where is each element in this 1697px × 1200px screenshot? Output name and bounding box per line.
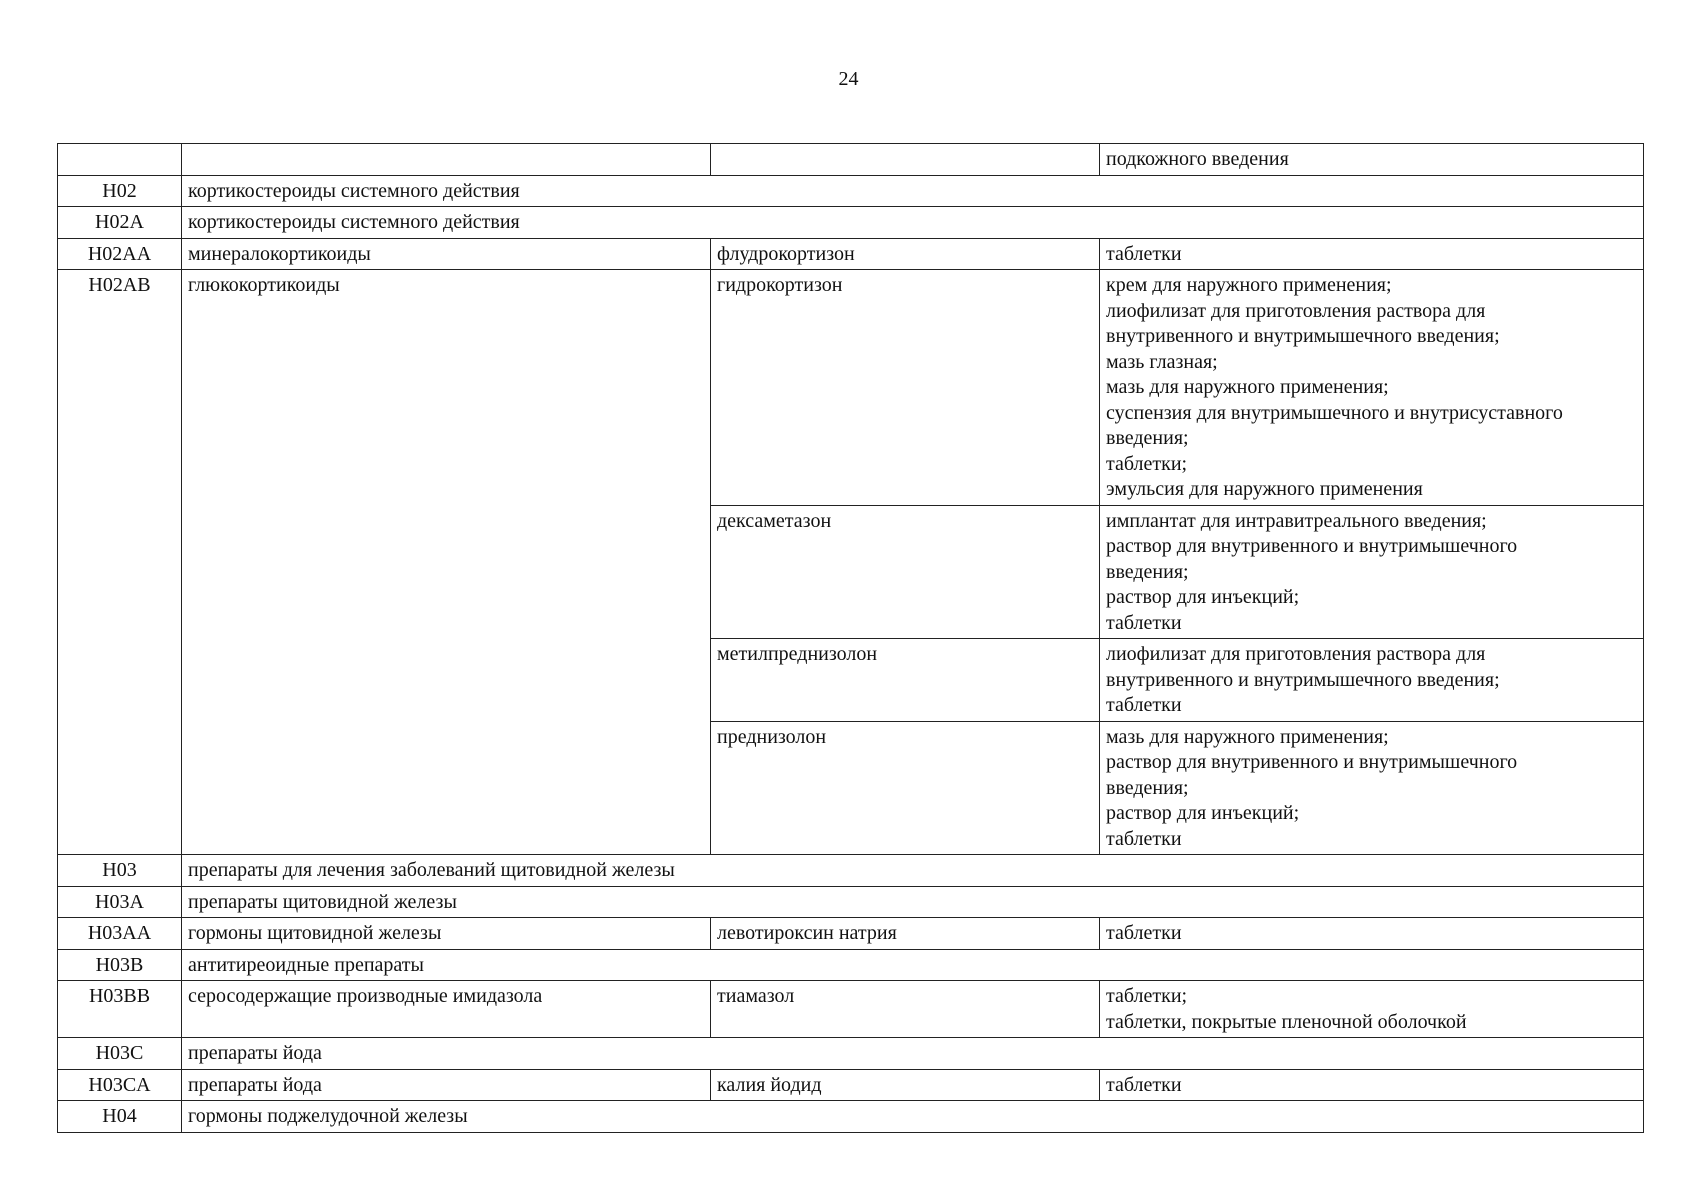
drug-cell xyxy=(711,144,1100,176)
table-row xyxy=(58,1038,1644,1070)
dosage-form-line: суспензия для внутримышечного и внутрисуставного xyxy=(1106,401,1563,424)
dosage-form-line: введения; xyxy=(1106,560,1189,583)
atc-code-cell: H02 xyxy=(58,175,182,207)
drug-cell: гидрокортизон xyxy=(711,270,1100,506)
drug-cell: тиамазол xyxy=(711,981,1100,1038)
dosage-form-line: таблетки xyxy=(1106,242,1182,265)
group-cell: антитиреоидные препараты xyxy=(182,949,1644,981)
dosage-form-line: таблетки, покрытые пленочной оболочкой xyxy=(1106,1010,1467,1033)
table-row xyxy=(58,981,1644,1038)
dosage-forms-cell xyxy=(1100,1069,1644,1101)
drug-cell: преднизолон xyxy=(711,721,1100,855)
table-row xyxy=(58,1101,1644,1133)
dosage-form-line: раствор для инъекций; xyxy=(1106,586,1300,608)
dosage-form-line: таблетки xyxy=(1106,1073,1182,1096)
table-row xyxy=(58,949,1644,981)
group-cell: гормоны щитовидной железы xyxy=(182,918,711,950)
group-cell: препараты йода xyxy=(182,1069,711,1101)
atc-code-cell: H03AA xyxy=(58,918,182,950)
page-number: 24 xyxy=(838,68,859,90)
dosage-form-line: эмульсия для наружного применения xyxy=(1106,478,1423,500)
drug-cell: левотироксин натрия xyxy=(711,918,1100,950)
atc-code-cell: H04 xyxy=(58,1101,182,1133)
atc-code-cell: H03A xyxy=(58,886,182,918)
dosage-form-line: раствор для внутривенного и внутримышечного xyxy=(1106,535,1518,557)
atc-code-cell: H03BB xyxy=(58,981,182,1038)
group-cell xyxy=(182,144,711,176)
atc-code-cell xyxy=(58,144,182,176)
drug-cell: флудрокортизон xyxy=(711,238,1100,270)
table-row xyxy=(58,855,1644,887)
dosage-forms-cell xyxy=(1100,505,1644,639)
dosage-form-line: лиофилизат для приготовления раствора для xyxy=(1106,299,1486,322)
dosage-form-line: внутривенного и внутримышечного введения; xyxy=(1106,668,1500,691)
dosage-form-line: мазь глазная; xyxy=(1106,350,1218,373)
dosage-form-line: раствор для внутривенного и внутримышечного xyxy=(1106,751,1518,773)
dosage-forms-cell xyxy=(1100,238,1644,270)
dosage-forms-cell xyxy=(1100,639,1644,722)
table-row xyxy=(58,1069,1644,1101)
dosage-form-line: крем для наружного применения; xyxy=(1106,274,1392,296)
dosage-form-line: имплантат для интравитреального введения; xyxy=(1106,509,1487,532)
atc-code-cell: H03B xyxy=(58,949,182,981)
group-cell: гормоны поджелудочной железы xyxy=(182,1101,1644,1133)
group-cell: кортикостероиды системного действия xyxy=(182,207,1644,239)
drug-classification-table xyxy=(57,143,1644,1133)
dosage-form-line: введения; xyxy=(1106,427,1189,449)
dosage-form-line: введения; xyxy=(1106,776,1189,799)
table-row xyxy=(58,270,1644,506)
group-cell: минералокортикоиды xyxy=(182,238,711,270)
dosage-form-line: таблетки xyxy=(1106,611,1182,634)
dosage-forms-cell xyxy=(1100,918,1644,950)
table-row xyxy=(58,886,1644,918)
dosage-form-line: мазь для наружного применения; xyxy=(1106,376,1389,398)
atc-code-cell: H03C xyxy=(58,1038,182,1070)
dosage-forms-cell xyxy=(1100,721,1644,855)
dosage-form-line: мазь для наружного применения; xyxy=(1106,725,1389,748)
dosage-forms-cell xyxy=(1100,144,1644,176)
atc-code-cell: H03CA xyxy=(58,1069,182,1101)
table-row xyxy=(58,238,1644,270)
dosage-form-line: раствор для инъекций; xyxy=(1106,802,1300,824)
group-cell: глюкокортикоиды xyxy=(182,270,711,855)
atc-code-cell: H03 xyxy=(58,855,182,887)
dosage-form-line: лиофилизат для приготовления раствора для xyxy=(1106,643,1486,665)
group-cell: кортикостероиды системного действия xyxy=(182,175,1644,207)
dosage-form-line: таблетки; xyxy=(1106,452,1188,475)
table-row xyxy=(58,175,1644,207)
group-cell: препараты щитовидной железы xyxy=(182,886,1644,918)
dosage-form-line: внутривенного и внутримышечного введения; xyxy=(1106,325,1500,347)
table-row xyxy=(58,918,1644,950)
atc-code-cell: H02AB xyxy=(58,270,182,855)
dosage-form-line: таблетки xyxy=(1106,694,1182,716)
drug-cell: дексаметазон xyxy=(711,505,1100,639)
dosage-form-line: подкожного введения xyxy=(1106,148,1289,170)
drug-cell: метилпреднизолон xyxy=(711,639,1100,722)
dosage-form-line: таблетки xyxy=(1106,827,1182,850)
table-row xyxy=(58,207,1644,239)
table-row xyxy=(58,144,1644,176)
dosage-forms-cell xyxy=(1100,981,1644,1038)
group-cell: серосодержащие производные имидазола xyxy=(182,981,711,1038)
group-cell: препараты для лечения заболеваний щитовидной железы xyxy=(182,855,1644,887)
atc-code-cell: H02A xyxy=(58,207,182,239)
dosage-form-line: таблетки xyxy=(1106,922,1182,944)
group-cell: препараты йода xyxy=(182,1038,1644,1070)
atc-code-cell: H02AA xyxy=(58,238,182,270)
dosage-forms-cell xyxy=(1100,270,1644,506)
dosage-form-line: таблетки; xyxy=(1106,985,1188,1007)
drug-cell: калия йодид xyxy=(711,1069,1100,1101)
